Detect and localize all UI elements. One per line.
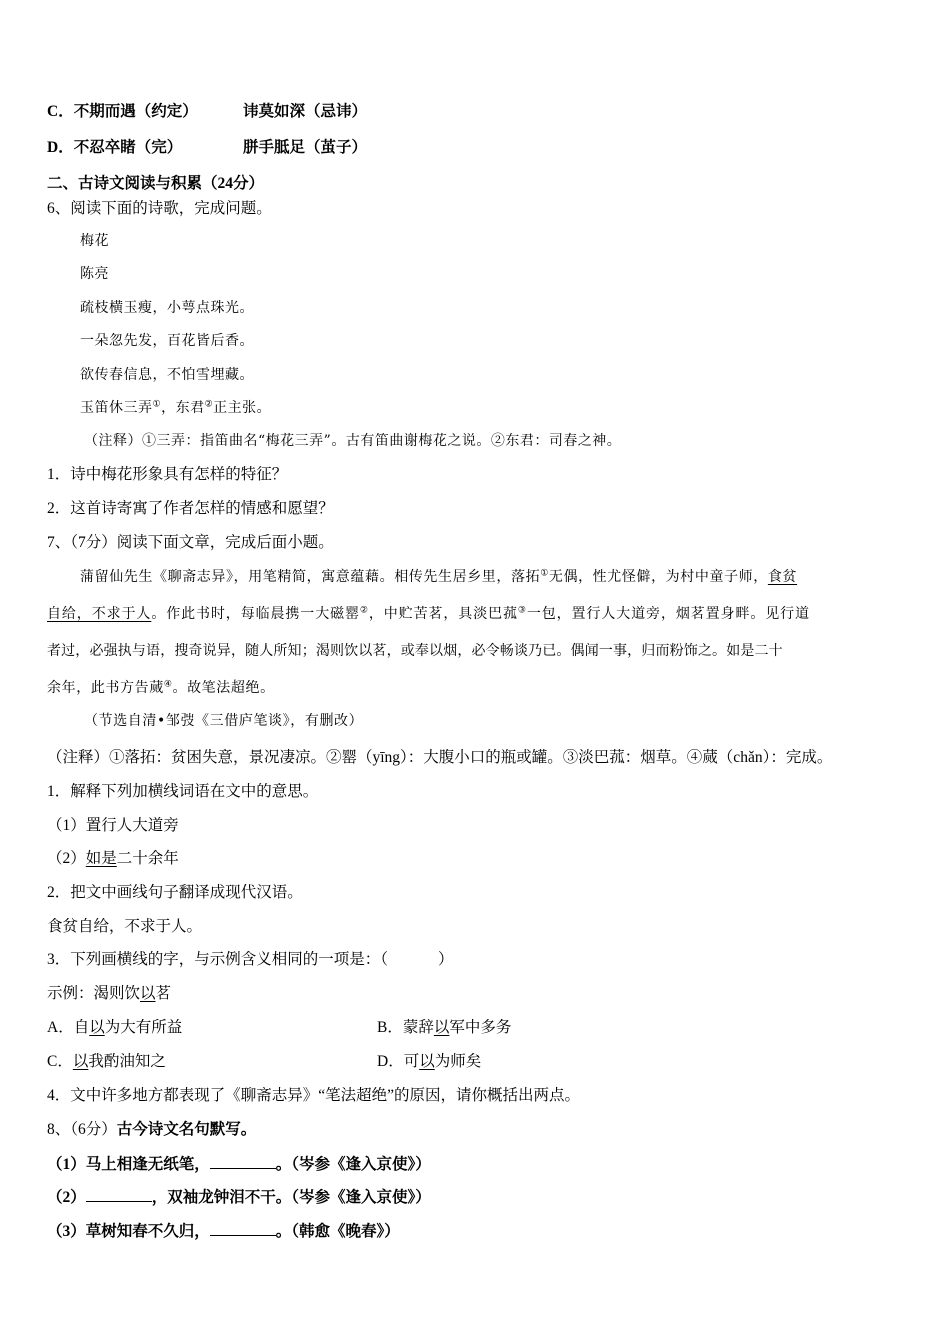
q7-stem: 7、（7分）阅读下面文章，完成后面小题。 — [47, 534, 334, 551]
poem-line-4: 玉笛休三弄①，东君②正主张。 — [80, 399, 272, 416]
q8-item-2: （2） ，双袖龙钟泪不干。（岑参《逢入京使》） — [47, 1189, 431, 1206]
poem-author: 陈亮 — [80, 266, 109, 282]
poem-line-2: 一朵忽先发，百花皆后香。 — [80, 333, 254, 349]
poem-title: 梅花 — [80, 233, 109, 249]
fill-blank[interactable] — [86, 1187, 152, 1202]
q7-options-ab — [47, 1018, 512, 1038]
option-d-right: 胼手胝足（茧子） — [243, 139, 368, 156]
fill-blank[interactable] — [210, 1154, 276, 1169]
passage-line-2: 自给，不求于人。作此书时，每临晨携一大磁罂②，中贮苦茗，具淡巴菰③一包，置行人大道旁，烟茗置身畔。见行道 — [47, 605, 810, 622]
option-c: C．不期而遇（约定） 讳莫如深（忌讳） — [47, 103, 368, 120]
q6-note: （注释）①三弄：指笛曲名“梅花三弄”。古有笛曲谢梅花之说。②东君：司春之神。 — [84, 433, 622, 449]
q7-sub2-text: 食贫自给，不求于人。 — [47, 918, 203, 935]
passage-line-1: 蒲留仙先生《聊斋志异》，用笔精简，寓意蕴藉。相传先生居乡里，落拓①无偶，性尤怪僻，为村中童子师，食贫 — [80, 568, 798, 585]
passage-source: （节选自清•邹弢《三借庐笔谈》，有删改） — [84, 713, 364, 729]
q6-sub2: 2．这首诗寄寓了作者怎样的情感和愿望？ — [47, 500, 334, 517]
q8-item-3: （3）草树知春不久归， 。（韩愈《晚春》） — [47, 1223, 400, 1240]
q7-sub1-2: （2）如是二十余年 — [47, 850, 179, 867]
underlined-sentence: 自给，不求于人 — [47, 606, 152, 622]
option-d2: D．可以为师矣 — [377, 1053, 482, 1070]
q7-options-cd — [47, 1052, 482, 1072]
q6-sub1: 1．诗中梅花形象具有怎样的特征？ — [47, 466, 288, 483]
passage-line-4: 余年，此书方告蒇④。故笔法超绝。 — [47, 679, 275, 696]
option-a: A．自以为大有所益 — [47, 1019, 183, 1036]
option-c2: C．以我酌油知之 — [47, 1053, 166, 1070]
q7-sub3: 3．下列画横线的字，与示例含义相同的一项是：（ ） — [47, 951, 454, 968]
poem-line-3: 欲传春信息，不怕雪埋藏。 — [80, 367, 254, 383]
q7-example: 示例：渴则饮以茗 — [47, 985, 172, 1002]
q6-stem: 6、阅读下面的诗歌，完成问题。 — [47, 200, 272, 217]
q7-sub1-1: （1）置行人大道旁 — [47, 817, 179, 834]
q8-stem: 8、（6分）古今诗文名句默写。 — [47, 1121, 257, 1138]
fill-blank[interactable] — [210, 1221, 276, 1236]
q7-sub2: 2．把文中画线句子翻译成现代汉语。 — [47, 884, 303, 901]
option-c-right: 讳莫如深（忌讳） — [243, 103, 368, 120]
poem-line-1: 疏枝横玉瘦，小萼点珠光。 — [80, 300, 254, 316]
q8-item-1: （1）马上相逢无纸笔， 。（岑参《逢入京使》） — [47, 1156, 431, 1173]
q7-note: （注释）①落拓：贫困失意，景况凄凉。②罂（yīng）：大腹小口的瓶或罐。③淡巴菰：烟草。④蒇（chǎn）：完成。 — [47, 749, 833, 766]
section-heading: 二、古诗文阅读与积累（24分） — [47, 175, 265, 192]
q7-sub1: 1．解释下列加横线词语在文中的意思。 — [47, 783, 319, 800]
q7-sub4: 4．文中许多地方都表现了《聊斋志异》“笔法超绝”的原因，请你概括出两点。 — [47, 1087, 581, 1104]
option-b: B．蒙辞以军中多务 — [377, 1019, 512, 1036]
option-d: D．不忍卒睹（完） 胼手胝足（茧子） — [47, 139, 368, 156]
underlined-sentence: 食贫 — [767, 569, 798, 585]
passage-line-3: 者过，必强执与语，搜奇说异，随人所知；渴则饮以茗，或奉以烟，必令畅谈乃已。偶闻一事，归而粉饰之。如是二十 — [47, 643, 783, 659]
